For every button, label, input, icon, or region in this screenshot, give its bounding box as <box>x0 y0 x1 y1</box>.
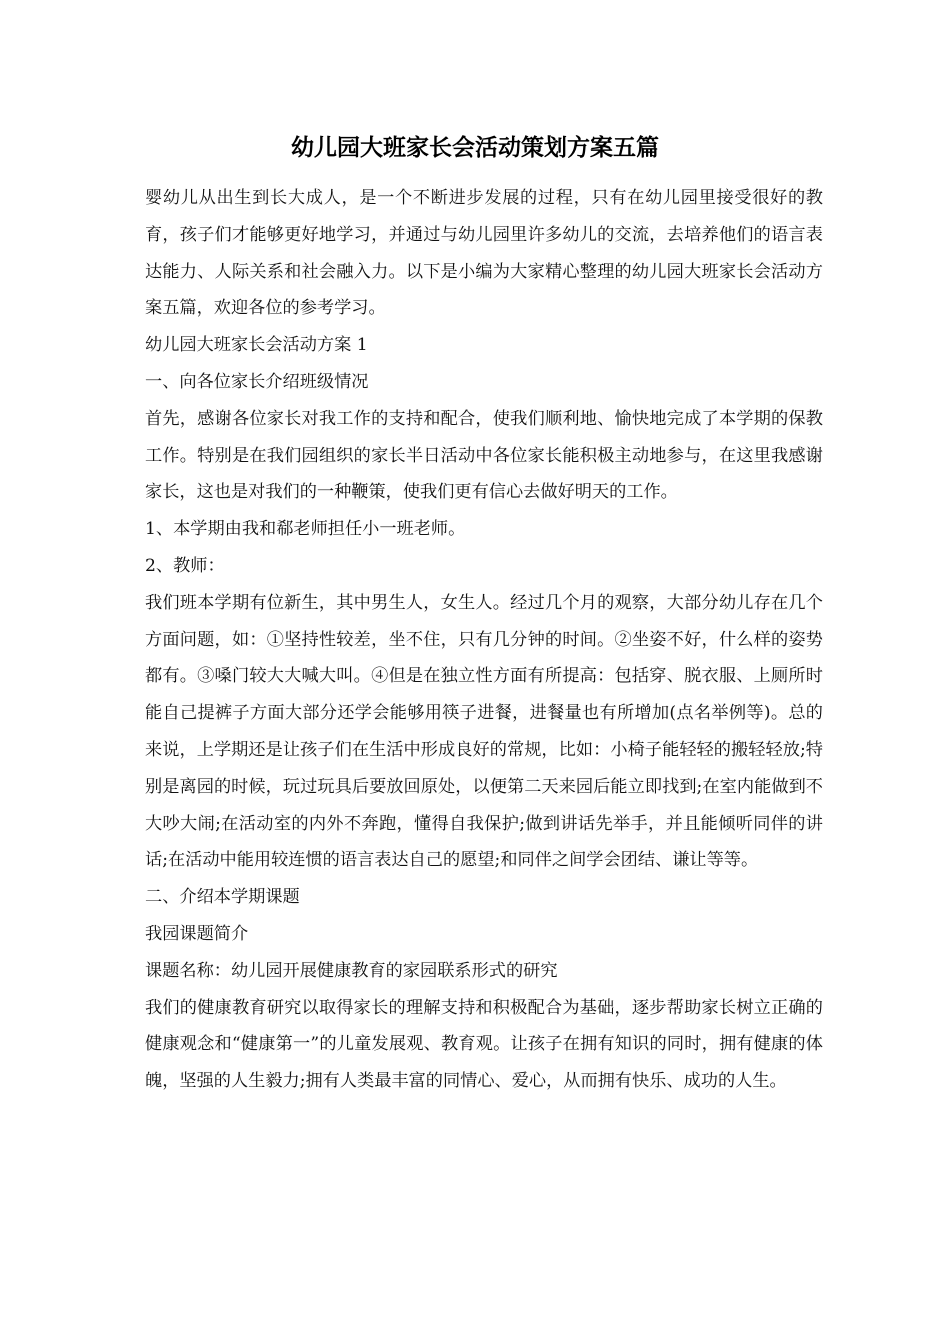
section-heading-class-intro: 一、向各位家长介绍班级情况 <box>145 371 369 392</box>
plan-heading: 幼儿园大班家长会活动方案 1 <box>145 335 368 356</box>
health-education-paragraph: 我们的健康教育研究以取得家长的理解支持和积极配合为基础，逐步帮助家长树立正确的健康观念和“健康第一”的儿童发展观、教育观。让孩子在拥有知识的同时，拥有健康的体魄，坚强的人生毅力;拥有人类最丰富的同情心、爱心，从而拥有快乐、成功的人生。 <box>145 997 823 1092</box>
intro-paragraph: 婴幼儿从出生到长大成人，是一个不断进步发展的过程，只有在幼儿园里接受很好的教育，孩子们才能够更好地学习，并通过与幼儿园里许多幼儿的交流，去培养他们的语言表达能力、人际关系和社会融入力。以下是小编为大家精心整理的幼儿园大班家长会活动方案五篇，欢迎各位的参考学习。 <box>145 188 823 319</box>
document-title: 幼儿园大班家长会活动策划方案五篇 <box>291 134 659 161</box>
class-status-paragraph: 我们班本学期有位新生，其中男生人，女生人。经过几个月的观察，大部分幼儿存在几个方面问题，如：①坚持性较差，坐不住，只有几分钟的时间。②坐姿不好，什么样的姿势都有。③嗓门较大大喊大叫。④但是在独立性方面有所提高：包括穿、脱衣服、上厕所时能自己提裤子方面大部分还学会能够用筷子进餐，进餐量也有所增加(点名举例等)。总的来说，上学期还是让孩子们在生活中形成良好的常规，比如：小椅子能轻轻的搬轻轻放;特别是离园的时候，玩过玩具后要放回原处，以便第二天来园后能立即找到;在室内能做到不大吵大闹;在活动室的内外不奔跑，懂得自我保护;做到讲话先举手，并且能倾听同伴的讲话;在活动中能用较连惯的语言表达自己的愿望;和同伴之间学会团结、谦让等等。 <box>145 592 823 871</box>
topic-name-line: 课题名称：幼儿园开展健康教育的家园联系形式的研究 <box>145 960 558 981</box>
list-item-teacher-label: 2、教师： <box>145 555 225 576</box>
topic-intro-heading: 我园课题简介 <box>145 923 249 944</box>
document-body <box>145 180 823 1100</box>
thanks-paragraph: 首先，感谢各位家长对我工作的支持和配合，使我们顺利地、愉快地完成了本学期的保教工作。特别是在我们园组织的家长半日活动中各位家长能积极主动地参与，在这里我感谢家长，这也是对我们的一种鞭策，使我们更有信心去做好明天的工作。 <box>145 408 823 503</box>
list-item-teachers: 1、本学期由我和郗老师担任小一班老师。 <box>145 519 466 540</box>
section-heading-topic: 二、介绍本学期课题 <box>145 887 300 908</box>
